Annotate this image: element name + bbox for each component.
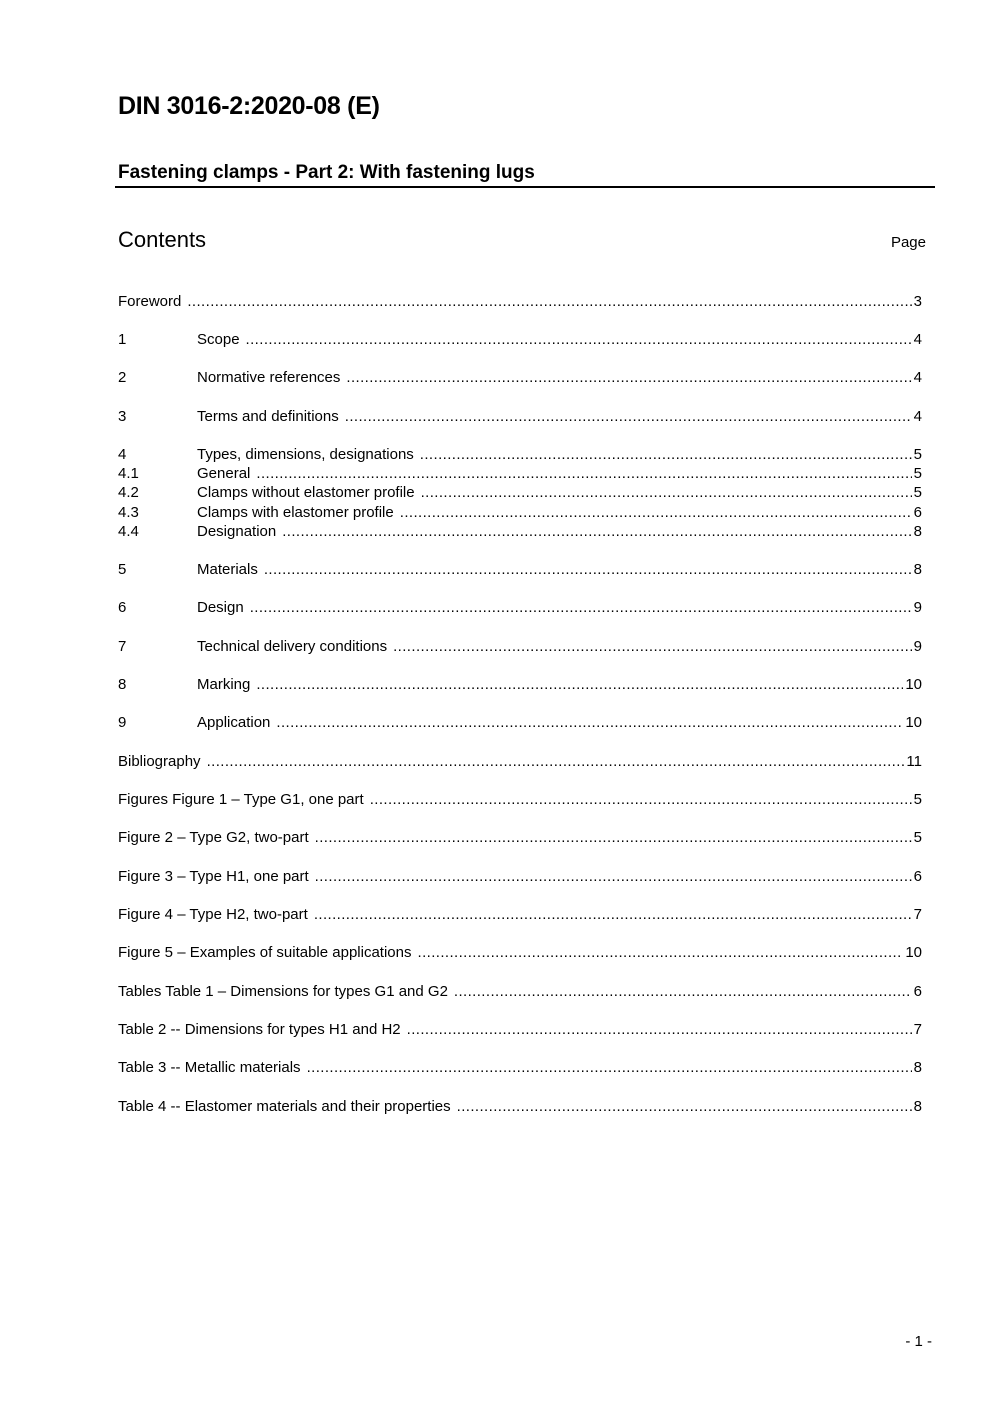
toc-section-number: 3 xyxy=(118,408,127,425)
toc-entry[interactable] xyxy=(118,407,922,427)
toc-title: Figures Figure 1 – Type G1, one part xyxy=(118,791,364,808)
toc-section-number: 2 xyxy=(118,369,127,386)
toc-title: Table 4 -- Elastomer materials and their properties xyxy=(118,1098,451,1115)
document-id: DIN 3016-2:2020-08 (E) xyxy=(118,92,380,120)
toc-title: Design xyxy=(197,599,244,616)
toc-entry[interactable] xyxy=(118,368,922,388)
toc-page-number: 5 xyxy=(913,829,922,846)
toc-section-number: 4.1 xyxy=(118,465,139,482)
toc-leader-dots xyxy=(307,1058,912,1078)
toc-leader-dots xyxy=(400,503,912,523)
toc-leader-dots xyxy=(315,867,912,887)
toc-title: Table 2 -- Dimensions for types H1 and H2 xyxy=(118,1021,401,1038)
toc-entry[interactable] xyxy=(118,637,922,657)
toc-section-number: 4 xyxy=(118,446,127,463)
toc-section-number: 6 xyxy=(118,599,127,616)
toc-title: Marking xyxy=(197,676,251,693)
toc-section-number: 4.4 xyxy=(118,523,139,540)
toc-title: Figure 5 – Examples of suitable applications xyxy=(118,944,412,961)
toc-title: Terms and definitions xyxy=(197,408,339,425)
toc-title: Application xyxy=(197,714,271,731)
toc-leader-dots xyxy=(256,675,903,695)
toc-section-number: 4.3 xyxy=(118,504,139,521)
toc-entry[interactable] xyxy=(118,483,922,503)
toc-title: Tables Table 1 – Dimensions for types G1 and G2 xyxy=(118,983,448,1000)
toc-entry[interactable] xyxy=(118,943,922,963)
toc-title: Normative references xyxy=(197,369,341,386)
toc-page-number: 6 xyxy=(913,504,922,521)
toc-page-number: 6 xyxy=(913,983,922,1000)
toc-entry[interactable] xyxy=(118,522,922,542)
toc-entry[interactable] xyxy=(118,1097,922,1117)
toc-entry[interactable] xyxy=(118,713,922,733)
toc-entry[interactable] xyxy=(118,598,922,618)
toc-page-number: 8 xyxy=(913,1059,922,1076)
toc-title: Designation xyxy=(197,523,277,540)
toc-title: Clamps with elastomer profile xyxy=(197,504,394,521)
toc-title: General xyxy=(197,465,251,482)
toc-title: Types, dimensions, designations xyxy=(197,446,414,463)
toc-leader-dots xyxy=(393,637,912,657)
toc-entry[interactable] xyxy=(118,330,922,350)
toc-entry[interactable] xyxy=(118,828,922,848)
toc-leader-dots xyxy=(256,464,911,484)
toc-entry[interactable] xyxy=(118,790,922,810)
toc-page-number: 4 xyxy=(913,369,922,386)
toc-leader-dots xyxy=(264,560,912,580)
toc-section-number: 4.2 xyxy=(118,484,139,501)
page-number-footer: - 1 - xyxy=(905,1333,932,1350)
toc-title: Figure 2 – Type G2, two-part xyxy=(118,829,309,846)
toc-page-number: 5 xyxy=(913,446,922,463)
toc-page-number: 9 xyxy=(913,638,922,655)
toc-page-number: 6 xyxy=(913,868,922,885)
toc-page-number: 5 xyxy=(913,465,922,482)
toc-title: Clamps without elastomer profile xyxy=(197,484,415,501)
toc-entry[interactable] xyxy=(118,867,922,887)
title-divider xyxy=(115,186,935,188)
toc-leader-dots xyxy=(420,445,912,465)
toc-entry[interactable] xyxy=(118,982,922,1002)
toc-title: Technical delivery conditions xyxy=(197,638,388,655)
toc-page-number: 7 xyxy=(913,1021,922,1038)
toc-leader-dots xyxy=(187,292,911,312)
toc-page-number: 5 xyxy=(913,791,922,808)
toc-leader-dots xyxy=(346,368,911,388)
toc-section-number: 7 xyxy=(118,638,127,655)
toc-section-number: 1 xyxy=(118,331,127,348)
toc-entry[interactable] xyxy=(118,1058,922,1078)
toc-section-number: 9 xyxy=(118,714,127,731)
toc-leader-dots xyxy=(418,943,904,963)
toc-leader-dots xyxy=(345,407,912,427)
toc-leader-dots xyxy=(314,905,912,925)
toc-page-number: 10 xyxy=(905,714,922,731)
toc-leader-dots xyxy=(282,522,911,542)
contents-heading: Contents xyxy=(118,227,207,252)
toc-leader-dots xyxy=(421,483,912,503)
toc-leader-dots xyxy=(370,790,912,810)
toc-leader-dots xyxy=(407,1020,912,1040)
toc-page-number: 8 xyxy=(913,561,922,578)
toc-entry[interactable] xyxy=(118,560,922,580)
toc-entry[interactable] xyxy=(118,752,922,772)
toc-entry[interactable] xyxy=(118,675,922,695)
toc-title: Bibliography xyxy=(118,753,201,770)
toc-title: Foreword xyxy=(118,293,182,310)
toc-page-number: 3 xyxy=(913,293,922,310)
toc-page-number: 10 xyxy=(905,676,922,693)
toc-page-number: 10 xyxy=(905,944,922,961)
toc-leader-dots xyxy=(250,598,912,618)
toc-leader-dots xyxy=(315,828,912,848)
document-subtitle: Fastening clamps - Part 2: With fastening lugs xyxy=(118,162,535,183)
toc-page-number: 4 xyxy=(913,408,922,425)
toc-page-number: 11 xyxy=(906,753,922,770)
toc-page-number: 4 xyxy=(913,331,922,348)
toc-page-number: 8 xyxy=(913,523,922,540)
toc-title: Materials xyxy=(197,561,258,578)
toc-page-number: 5 xyxy=(913,484,922,501)
toc-section-number: 8 xyxy=(118,676,127,693)
toc-title: Figure 4 – Type H2, two-part xyxy=(118,906,308,923)
toc-page-number: 7 xyxy=(913,906,922,923)
toc-leader-dots xyxy=(457,1097,912,1117)
toc-entry[interactable] xyxy=(118,905,922,925)
toc-entry[interactable] xyxy=(118,292,922,312)
toc-page-number: 8 xyxy=(913,1098,922,1115)
toc-leader-dots xyxy=(207,752,905,772)
toc-entry[interactable] xyxy=(118,445,922,465)
toc-title: Table 3 -- Metallic materials xyxy=(118,1059,301,1076)
page-column-heading: Page xyxy=(890,234,926,251)
toc-leader-dots xyxy=(246,330,912,350)
toc-leader-dots xyxy=(276,713,903,733)
toc-section-number: 5 xyxy=(118,561,127,578)
toc-entry[interactable] xyxy=(118,1020,922,1040)
toc-title: Scope xyxy=(197,331,240,348)
toc-entry[interactable] xyxy=(118,503,922,523)
toc-leader-dots xyxy=(454,982,912,1002)
toc-entry[interactable] xyxy=(118,464,922,484)
toc-page-number: 9 xyxy=(913,599,922,616)
toc-title: Figure 3 – Type H1, one part xyxy=(118,868,309,885)
